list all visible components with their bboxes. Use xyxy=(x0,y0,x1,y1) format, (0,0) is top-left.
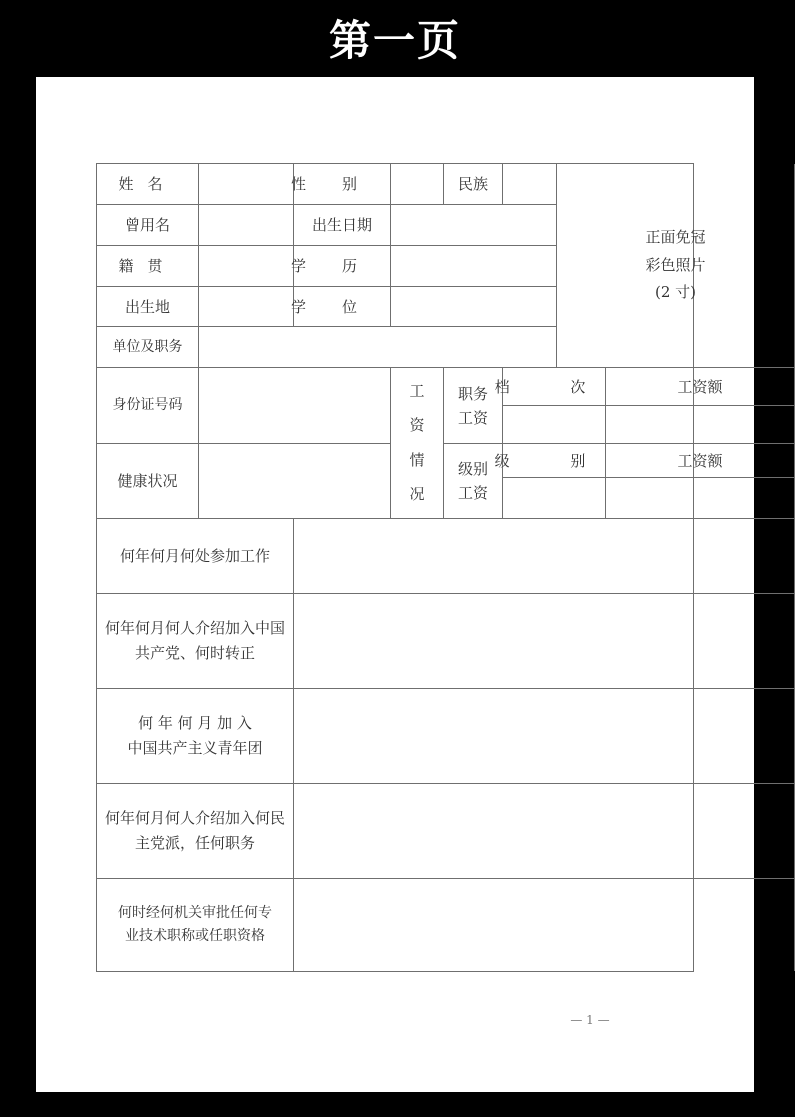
title-approval-field[interactable] xyxy=(294,879,795,971)
cpc-join-label: 何年何月何人介绍加入中国 共产党、何时转正 xyxy=(97,594,294,689)
degree-label: 学位 xyxy=(294,287,391,327)
native-place-field[interactable] xyxy=(199,246,294,287)
page-number: — 1 — xyxy=(570,1013,610,1027)
wage-amount-field-1[interactable] xyxy=(606,406,795,444)
birthplace-label: 出生地 xyxy=(97,287,199,327)
birthplace-field[interactable] xyxy=(199,287,294,327)
birth-date-label: 出生日期 xyxy=(294,205,391,246)
name-label: 姓名 xyxy=(97,164,199,205)
education-field[interactable] xyxy=(391,246,557,287)
page-title-banner: 第一页 xyxy=(328,16,461,65)
native-place-label: 籍贯 xyxy=(97,246,199,287)
grade-label: 档 次 xyxy=(503,368,606,406)
gender-label: 性别 xyxy=(294,164,391,205)
democratic-party-field[interactable] xyxy=(294,784,795,879)
level-wage-label: 级别 工资 xyxy=(444,444,503,519)
name-field[interactable] xyxy=(199,164,294,205)
work-start-field[interactable] xyxy=(294,519,795,594)
wage-section-label: 工 资 情 况 xyxy=(391,368,444,519)
ethnicity-field[interactable] xyxy=(503,164,557,205)
birth-date-field[interactable] xyxy=(391,205,557,246)
level-label: 级 别 xyxy=(503,444,606,478)
gender-field[interactable] xyxy=(391,164,444,205)
youth-league-label: 何 年 何 月 加 入 中国共产主义青年团 xyxy=(97,689,294,784)
unit-position-label: 单位及职务 xyxy=(97,327,199,368)
id-number-label: 身份证号码 xyxy=(97,368,199,444)
democratic-party-label: 何年何月何人介绍加入何民 主党派，任何职务 xyxy=(97,784,294,879)
youth-league-field[interactable] xyxy=(294,689,795,784)
photo-box[interactable]: 正面免冠 彩色照片 (2 寸) xyxy=(557,164,795,368)
degree-field[interactable] xyxy=(391,287,557,327)
wage-amount-label-2: 工资额 xyxy=(606,444,795,478)
unit-position-field[interactable] xyxy=(199,327,557,368)
title-approval-label: 何时经何机关审批任何专 业技术职称或任职资格 xyxy=(97,879,294,971)
grade-field[interactable] xyxy=(503,406,606,444)
former-name-label: 曾用名 xyxy=(97,205,199,246)
health-label: 健康状况 xyxy=(97,444,199,519)
former-name-field[interactable] xyxy=(199,205,294,246)
cpc-join-field[interactable] xyxy=(294,594,795,689)
ethnicity-label: 民族 xyxy=(444,164,503,205)
wage-amount-label-1: 工资额 xyxy=(606,368,795,406)
work-start-label: 何年何月何处参加工作 xyxy=(97,519,294,594)
wage-amount-field-2[interactable] xyxy=(606,478,795,519)
level-field[interactable] xyxy=(503,478,606,519)
health-field[interactable] xyxy=(199,444,391,519)
registration-form-table xyxy=(96,163,723,972)
post-wage-label: 职务 工资 xyxy=(444,368,503,444)
education-label: 学历 xyxy=(294,246,391,287)
id-number-field[interactable] xyxy=(199,368,391,444)
